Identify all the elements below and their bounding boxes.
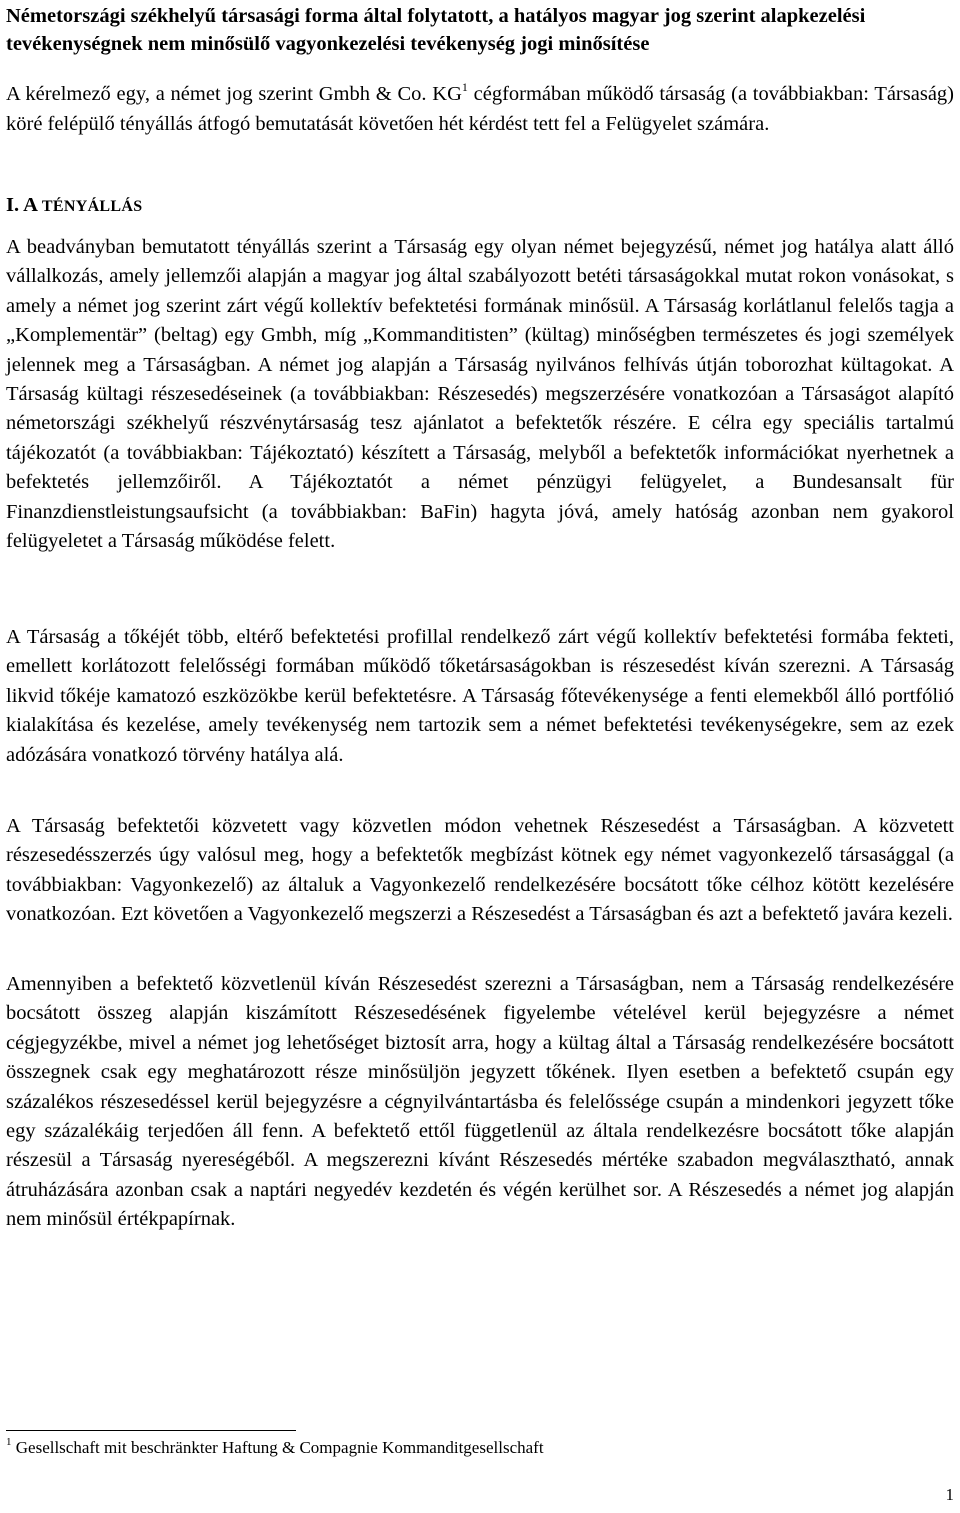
body-paragraph-2: A Társaság a tőkéjét több, eltérő befektetési profillal rendelkező zárt végű kollektív befektetési formába fekteti, emellett korlátozott felelősségi formában működő tőketársaságokban is részesedést kíván szerezni. A Társaság likvid tőkéje kamatozó eszközökbe kerül befektetésre. A Társaság főtevékenysége a fenti elemekből álló portfólió kialakítása és kezelése, amely tevékenység nem tartozik sem a német befektetési tevékenységekre, sem az ezek adózására vonatkozó törvény hatálya alá. [6,626,954,766]
footnote-number: 1 [6,1436,12,1448]
document-title: Németországi székhelyű társasági forma által folytatott, a hatályos magyar jog szerint alapkezelési tevékenységnek nem minősülő vagyonkezelési tevékenység jogi minősítése [6,5,866,55]
body-paragraph-1: A beadványban bemutatott tényállás szerint a Társaság egy olyan német bejegyzésű, német jog hatálya alatt álló vállalkozás, amely jellemzői alapján a magyar jog által szabályozott betéti társaságokkal mutat rokon vonásokat, s amely a német jog szerint zárt végű kollektív befektetési formának minősül. A Társaság korlátlanul felelős tagja a „Komplementär” (beltag) egy Gmbh, míg „Kommanditisten” (kültag) minőségben természetes és jogi személyek jelennek meg a Társaságban. A német jog alapján a Társaság nyilvános felhívás útján toborozhat kültagokat. A Társaság kültagi részesedéseinek (a továbbiakban: Részesedés) megszerzésére vonatkozóan a Társaságot alapító németországi székhelyű részvénytársaság tesz ajánlatot a befektetők részére. E célra egy speciális tartalmú tájékozatót (a továbbiakban: Tájékoztató) készített a Társaság, melyből a befektetők információkat nyerhetnek a befektetés jellemzőiről. A Tájékoztatót a német pénzügyi felügyelet, a Bundesansalt für Finanzdienstleistungsaufsicht (a továbbiakban: BaFin) hagyta jóvá, amely hatóság azonban nem gyakorol felügyeletet a Társaság működése felett. [6,236,954,553]
footnote-separator [6,1430,296,1431]
intro-text-start: A kérelmező egy, a német jog szerint Gmbh & Co. KG [6,83,462,105]
footnote-text: Gesellschaft mit beschränkter Haftung & Compagnie Kommanditgesellschaft [15,1438,544,1457]
body-paragraph-4: Amennyiben a befektető közvetlenül kíván Részesedést szerezni a Társaságban, nem a Társaság rendelkezésére bocsátott összeg alapján kiszámított Részesedésének figyelembe vételével kerül bejegyzésre a német cégjegyzékbe, mivel a német jog lehetőséget biztosít arra, hogy a kültag által a Társaság rendelkezésére bocsátott összegnek csak egy meghatározott része minősüljön jegyzett tőkének. Ilyen esetben a befektető csupán egy százalékos részesedéssel kerül bejegyzésre a cégnyilvántartásba és felelőssége csupán a mindenkori jegyzett tőke egy százalékáig terjedően áll fenn. A befektető ettől függetlenül az általa rendelkezésre bocsátott tőke alapján részesül a Társaság nyereségéből. A megszerezni kívánt Részesedés mértéke szabadon megválasztható, annak átruházására azonban csak a naptári negyedév kezdetén és végén kerülhet sor. A Részesedés a német jog alapján nem minősül értékpapírnak. [6,973,954,1231]
intro-text-end: cégformában működő társaság (a továbbiakban: Társaság) köré felépülő tényállás átfogó bemutatását követően hét kérdést tett fel a Felügyelet számára. [6,83,954,135]
footnote-reference[interactable]: 1 [461,80,468,94]
section-title-initial: A [23,194,42,216]
section-number: I. [6,194,20,216]
footnote [6,1436,544,1460]
body-paragraph-3: A Társaság befektetői közvetett vagy közvetlen módon vehetnek Részesedést a Társaságban. A közvetett részesedésszerzés úgy valósul meg, hogy a befektetők megbízást kötnek egy német vagyonkezelő társasággal (a továbbiakban: Vagyonkezelő) az általuk a Vagyonkezelő rendelkezésére bocsátott tőke célhoz kötött kezelésére vonatkozóan. Ezt követően a Vagyonkezelő megszerzi a Részesedést a Társaságban és azt a befektető javára kezeli. [6,815,954,926]
page-number: 1 [945,1485,954,1504]
intro-paragraph [6,80,954,139]
section-heading [6,191,142,221]
section-title: TÉNYÁLLÁS [41,198,143,215]
